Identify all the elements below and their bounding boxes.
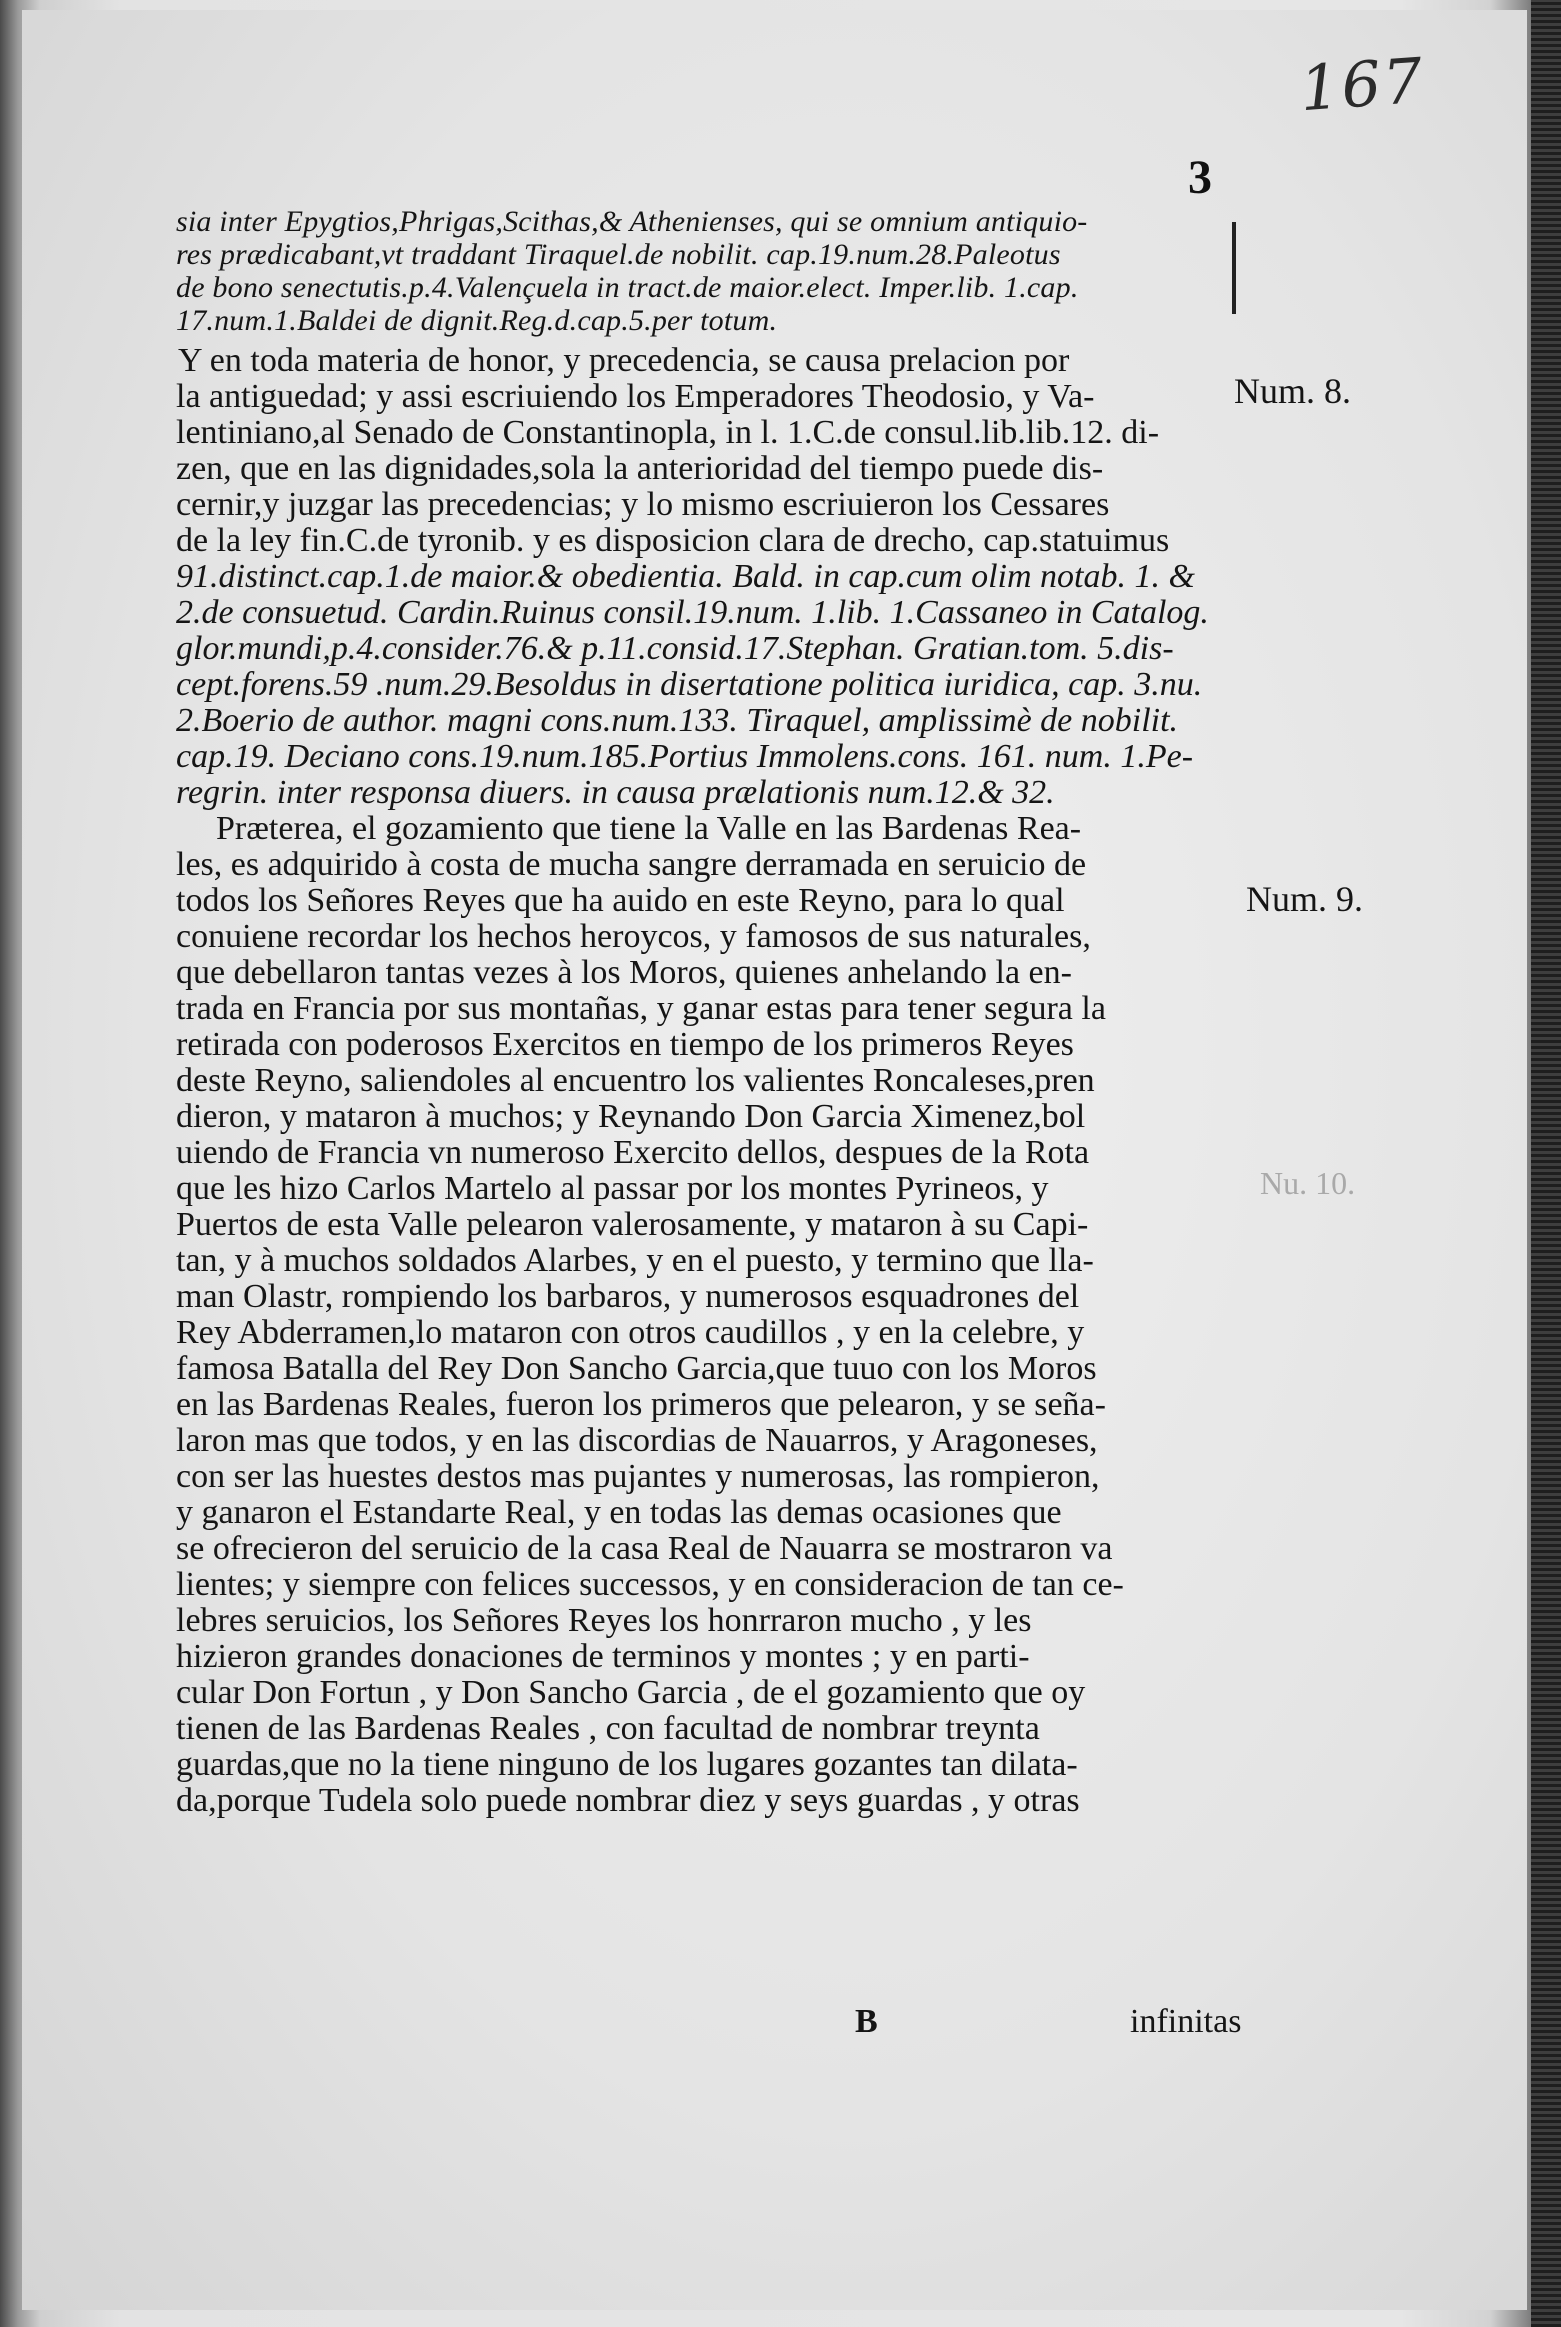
paragraph-line: deste Reyno, saliendoles al encuentro los valientes Roncaleses,pren (176, 1062, 1095, 1099)
footnote-line: 17.num.1.Baldei de dignit.Reg.d.cap.5.per totum. (176, 304, 778, 337)
paragraph-line: retirada con poderosos Exercitos en tiempo de los primeros Reyes (176, 1026, 1074, 1063)
paragraph-line: que debellaron tantas vezes à los Moros, quienes anhelando la en- (176, 954, 1072, 991)
paragraph-line: conuiene recordar los hechos heroycos, y famosos de sus naturales, (176, 918, 1091, 955)
paragraph-line: todos los Señores Reyes que ha auido en este Reyno, para lo qual (176, 882, 1065, 919)
footnote-block (176, 205, 1240, 337)
book-edge (1531, 0, 1561, 2327)
paragraph-line: cept.forens.59 .num.29.Besoldus in disertatione politica iuridica, cap. 3.nu. (176, 666, 1203, 703)
signature-mark: B (855, 2003, 878, 2040)
paragraph-line: Y en toda materia de honor, y precedencia, se causa prelacion por (178, 342, 1070, 379)
paragraph-line: 91.distinct.cap.1.de maior.& obedientia. Bald. in cap.cum olim notab. 1. & (176, 558, 1195, 595)
paragraph-line: hizieron grandes donaciones de terminos y montes ; y en parti- (176, 1638, 1030, 1675)
paragraph-line: uiendo de Francia vn numeroso Exercito dellos, despues de la Rota (176, 1134, 1090, 1171)
paragraph-line: Rey Abderramen,lo mataron con otros caudillos , y en la celebre, y (176, 1314, 1085, 1351)
paragraph-line: la antiguedad; y assi escriuiendo los Emperadores Theodosio, y Va- (176, 378, 1095, 415)
paragraph-line: 2.de consuetud. Cardin.Ruinus consil.19.num. 1.lib. 1.Cassaneo in Catalog. (176, 594, 1209, 631)
paragraph-line: Præterea, el gozamiento que tiene la Valle en las Bardenas Rea- (216, 810, 1082, 847)
paragraph-line: tan, y à muchos soldados Alarbes, y en el puesto, y termino que lla- (176, 1242, 1094, 1279)
paragraph-line: glor.mundi,p.4.consider.76.& p.11.consid.17.Stephan. Gratian.tom. 5.dis- (176, 630, 1174, 667)
margin-note-num-9: Num. 9. (1246, 879, 1363, 919)
paragraph-line: da,porque Tudela solo puede nombrar diez y seys guardas , y otras (176, 1782, 1080, 1819)
paragraph-line: y ganaron el Estandarte Real, y en todas las demas ocasiones que (176, 1494, 1062, 1531)
paragraph-line: lebres seruicios, los Señores Reyes los honrraron mucho , y les (176, 1602, 1032, 1639)
paragraph-line: en las Bardenas Reales, fueron los primeros que pelearon, y se seña- (176, 1386, 1106, 1423)
show-through-margin-note: Nu. 10. (1260, 1165, 1356, 1201)
paragraph-line: guardas,que no la tiene ninguno de los lugares gozantes tan dilata- (176, 1746, 1078, 1783)
paragraph-line: dieron, y mataron à muchos; y Reynando Don Garcia Ximenez,bol (176, 1098, 1086, 1135)
paragraph-line: les, es adquirido à costa de mucha sangre derramada en seruicio de (176, 846, 1087, 883)
paragraph-1 (176, 343, 1240, 811)
paragraph-line: man Olastr, rompiendo los barbaros, y numerosos esquadrones del (176, 1278, 1080, 1315)
paragraph-line: regrin. inter responsa diuers. in causa prælationis num.12.& 32. (176, 774, 1055, 811)
paragraph-line: cap.19. Deciano cons.19.num.185.Portius Immolens.cons. 161. num. 1.Pe- (176, 738, 1194, 775)
paragraph-line: 2.Boerio de author. magni cons.num.133. Tiraquel, amplissimè de nobilit. (176, 702, 1179, 739)
paragraph-line: tienen de las Bardenas Reales , con facultad de nombrar treynta (176, 1710, 1040, 1747)
footnote-line: de bono senectutis.p.4.Valençuela in tract.de maior.elect. Imper.lib. 1.cap. (176, 271, 1079, 304)
paragraph-line: lientes; y siempre con felices successos, y en consideracion de tan ce- (176, 1566, 1124, 1603)
footnote-line: res prædicabant,vt traddant Tiraquel.de nobilit. cap.19.num.28.Paleotus (176, 238, 1061, 271)
paragraph-2 (176, 811, 1240, 1819)
footnote-line: sia inter Epygtios,Phrigas,Scithas,& Athenienses, qui se omnium antiquio- (176, 205, 1088, 238)
catchword: infinitas (1130, 2003, 1242, 2040)
paragraph-line: cular Don Fortun , y Don Sancho Garcia , de el gozamiento que oy (176, 1674, 1086, 1711)
margin-note-num-8: Num. 8. (1234, 371, 1351, 411)
paragraph-line: con ser las huestes destos mas pujantes y numerosas, las rompieron, (176, 1458, 1100, 1495)
paragraph-line: de la ley fin.C.de tyronib. y es disposicion clara de drecho, cap.statuimus (176, 522, 1170, 559)
paragraph-line: Puertos de esta Valle pelearon valerosamente, y mataron à su Capi- (176, 1206, 1089, 1243)
printed-page-number: 3 (1188, 151, 1212, 204)
paragraph-line: cernir,y juzgar las precedencias; y lo mismo escriuieron los Cessares (176, 486, 1110, 523)
paragraph-line: trada en Francia por sus montañas, y ganar estas para tener segura la (176, 990, 1106, 1027)
paragraph-line: famosa Batalla del Rey Don Sancho Garcia,que tuuo con los Moros (176, 1350, 1097, 1387)
paragraph-line: lentiniano,al Senado de Constantinopla, in l. 1.C.de consul.lib.lib.12. di- (176, 414, 1160, 451)
paragraph-line: que les hizo Carlos Martelo al passar por los montes Pyrineos, y (176, 1170, 1049, 1207)
paragraph-line: zen, que en las dignidades,sola la anterioridad del tiempo puede dis- (176, 450, 1104, 487)
paragraph-line: se ofrecieron del seruicio de la casa Real de Nauarra se mostraron va (176, 1530, 1113, 1567)
handwritten-folio-number: 167 (1297, 43, 1427, 126)
text-block (176, 205, 1240, 1819)
paragraph-line: laron mas que todos, y en las discordias de Nauarros, y Aragoneses, (176, 1422, 1098, 1459)
